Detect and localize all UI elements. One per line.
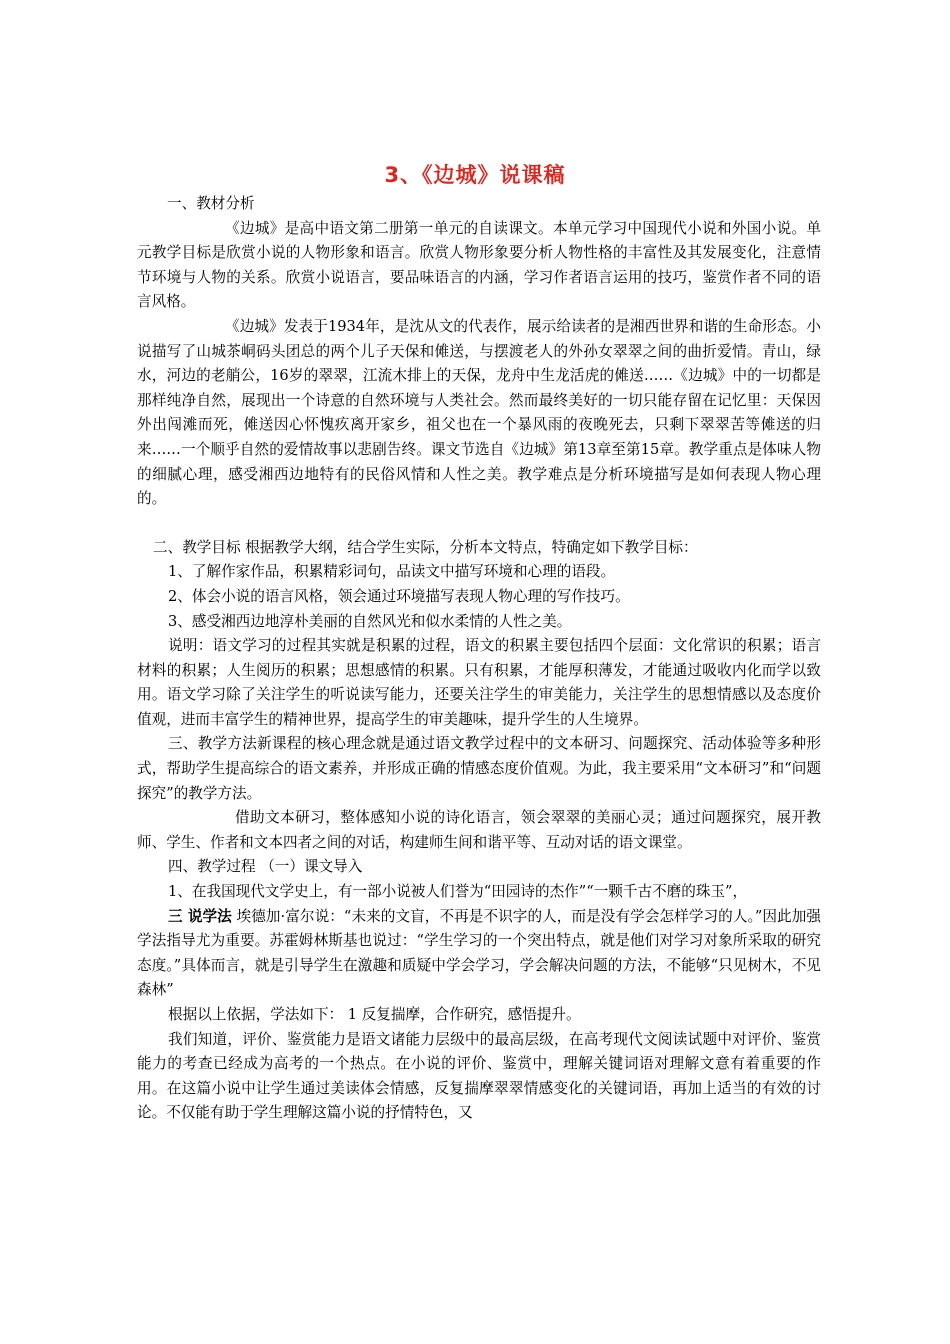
page-title: 3、《边城》说课稿 bbox=[384, 163, 566, 187]
goal-item-3: 3、感受湘西边地淳朴美丽的自然风光和似水柔情的人性之美。 bbox=[168, 612, 572, 630]
paragraph-learning-method bbox=[137, 905, 821, 1003]
document-body bbox=[137, 192, 821, 1126]
section-heading-process: 四、教学过程 （一）课文导入 bbox=[168, 858, 363, 876]
paragraph-learning-method-2: 根据以上依据，学法如下： 1 反复揣摩，合作研究，感悟提升。 bbox=[168, 1006, 581, 1023]
paragraph-materials-2: 《边城》发表于1934年，是沈从文的代表作，展示给读者的是湘西世界和谐的生命形态。小说描写了山城茶峒码头团总的两个儿子天保和傩送，与摆渡老人的外孙女翠翠之间的曲折爱情。青山，绿水，河边的老艄公，16岁的翠翠，江流木排上的天保，龙舟中生龙活虎的傩送……《边城》中的一切都是那样纯净自然，展现出一个诗意的自然环境与人类社会。然而最终美好的一切只能存留在记忆里：天保因外出闯滩而死，傩送因心怀愧疚离开家乡，祖父也在一个暴风雨的夜晚死去，只剩下翠翠苦等傩送的归来……一个顺乎自然的爱情故事以悲剧告终。课文节选自《边城》第13章至第15章。教学重点是体味人物的细腻心理，感受湘西边地特有的民俗风情和人性之美。教学难点是分析环境描写是如何表现人物心理的。 bbox=[137, 317, 821, 508]
goal-item-2: 2、体会小说的语言风格，领会通过环境描写表现人物心理的写作技巧。 bbox=[168, 587, 630, 605]
goal-item-1: 1、了解作家作品，积累精彩词句，品读文中描写环境和心理的语段。 bbox=[168, 563, 616, 581]
paragraph-process-1: 1、在我国现代文学史上，有一部小说被人们誉为“田园诗的杰作”“一颗千古不磨的珠玉”， bbox=[168, 883, 748, 901]
section-heading-materials: 一、教材分析 bbox=[167, 195, 255, 212]
paragraph-methods-2: 借助文本研习，整体感知小说的诗化语言，领会翠翠的美丽心灵；通过问题探究，展开教师、学生、作者和文本四者之间的对话，构建师生间和谐平等、互动对话的语文课堂。 bbox=[137, 809, 821, 851]
paragraph-materials-1: 《边城》是高中语文第二册第一单元的自读课文。本单元学习中国现代小说和外国小说。单元教学目标是欣赏小说的人物形象和语言。欣赏人物形象要分析人物性格的丰富性及其发展变化，注意情节环境与人物的关系。欣赏小说语言，要品味语言的内涵，学习作者语言运用的技巧，鉴赏作者不同的语言风格。 bbox=[137, 219, 821, 311]
paragraph-methods-1: 三、教学方法新课程的核心理念就是通过语文教学过程中的文本研习、问题探究、活动体验等多种形式，帮助学生提高综合的语文素养，并形成正确的情感态度价值观。为此，我主要采用“文本研习”和“问题探究”的教学方法。 bbox=[137, 735, 821, 802]
paragraph-gap bbox=[137, 512, 821, 536]
section-heading-goals: 二、教学目标 根据教学大纲，结合学生实际，分析本文特点，特确定如下教学目标： bbox=[153, 538, 698, 556]
section-heading-learning-method: 三 说学法 bbox=[168, 907, 232, 925]
paragraph-goals-note: 说明：语文学习的过程其实就是积累的过程，语文的积累主要包括四个层面：文化常识的积累；语言材料的积累；人生阅历的积累；思想感情的积累。只有积累，才能厚积薄发，才能通过吸收内化而学以致用。语文学习除了关注学生的听说读写能力，还要关注学生的审美能力，关注学生的思想情感以及态度价值观，进而丰富学生的精神世界，提高学生的审美趣味，提升学生的人生境界。 bbox=[137, 637, 821, 728]
paragraph-learning-method-text: 埃德加·富尔说：“未来的文盲，不再是不识字的人，而是没有学会怎样学习的人。”因此加强学法指导尤为重要。苏霍姆林斯基也说过：“学生学习的一个突出特点，就是他们对学习对象所采取的研究态度。”具体而言，就是引导学生在激趣和质疑中学会学习，学会解决问题的方法，不能够“只见树木，不见森林” bbox=[137, 907, 821, 999]
paragraph-learning-method-3: 我们知道，评价、鉴赏能力是语文诸能力层级中的最高层级，在高考现代文阅读试题中对评价、鉴赏能力的考查已经成为高考的一个热点。在小说的评价、鉴赏中，理解关键词语对理解文意有着重要的作用。在这篇小说中让学生通过美读体会情感，反复揣摩翠翠情感变化的关键词语，再加上适当的有效的讨论。不仅能有助于学生理解这篇小说的抒情特色，又 bbox=[137, 1030, 821, 1122]
